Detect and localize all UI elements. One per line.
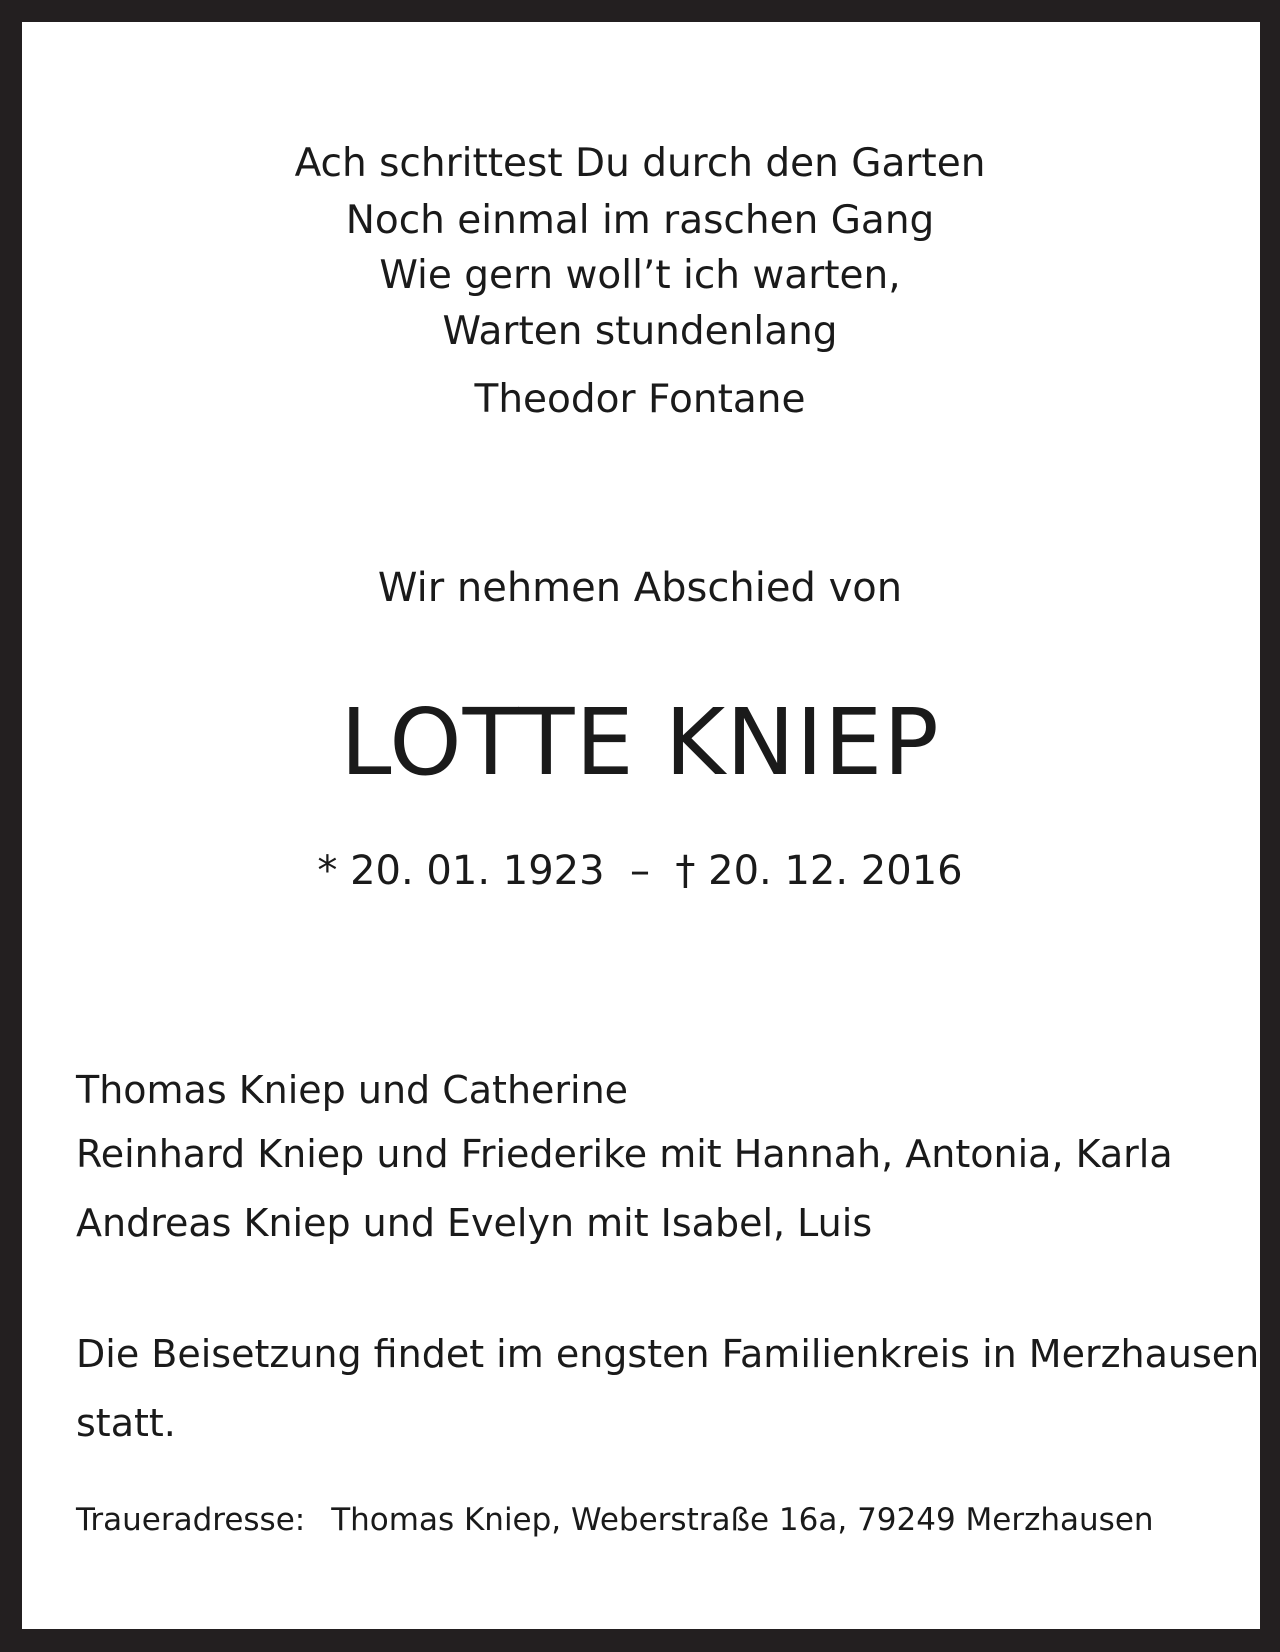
poem-line-3: Wie gern woll’t ich warten, bbox=[379, 253, 901, 298]
poem-line-1: Ach schrittest Du durch den Garten bbox=[294, 141, 986, 186]
poem-line-2: Noch einmal im raschen Gang bbox=[345, 198, 935, 243]
farewell-intro: Wir nehmen Abschied von bbox=[377, 565, 903, 611]
life-dates: * 20. 01. 1923 – † 20. 12. 2016 bbox=[317, 848, 963, 894]
mourning-address-value: Thomas Kniep, Weberstraße 16a, 79249 Merzhausen bbox=[331, 1502, 1154, 1538]
burial-notice-line-2: statt. bbox=[76, 1401, 176, 1445]
poem-line-4: Warten stundenlang bbox=[442, 309, 838, 354]
mourning-address bbox=[76, 1500, 1154, 1540]
burial-notice-line-1: Die Beisetzung findet im engsten Familienkreis in Merzhausen bbox=[76, 1332, 1260, 1376]
mourning-address-label: Traueradresse: bbox=[76, 1502, 306, 1538]
mourner-line-2: Reinhard Kniep und Friederike mit Hannah, Antonia, Karla bbox=[76, 1132, 1173, 1176]
mourner-line-1: Thomas Kniep und Catherine bbox=[76, 1068, 629, 1112]
mourner-line-3: Andreas Kniep und Evelyn mit Isabel, Luis bbox=[76, 1201, 873, 1245]
deceased-name: LOTTE KNIEP bbox=[340, 689, 940, 796]
poem-author: Theodor Fontane bbox=[474, 377, 806, 422]
